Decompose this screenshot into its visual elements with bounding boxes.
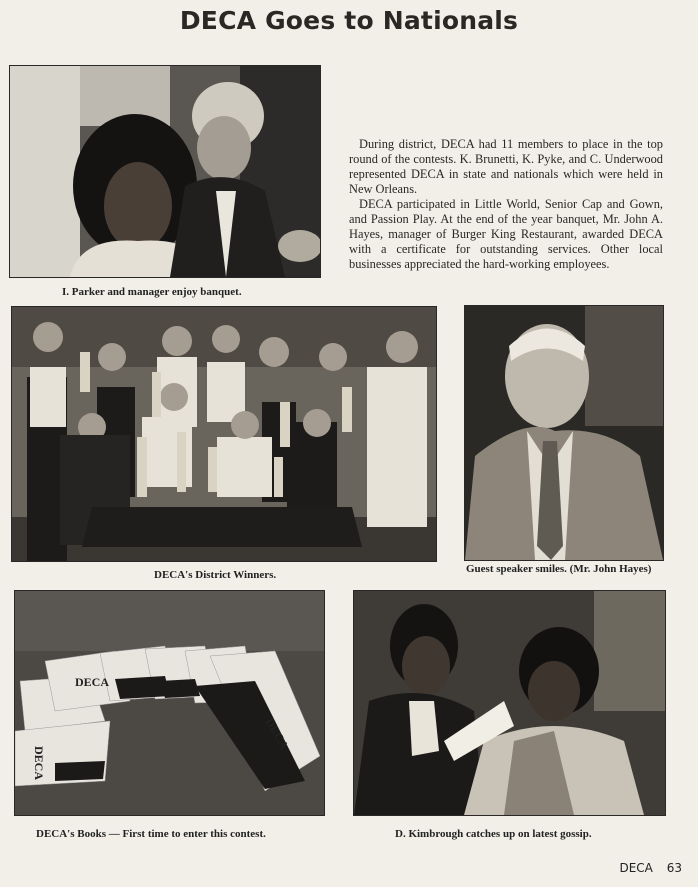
footer-section: DECA bbox=[619, 861, 653, 875]
banquet-photo bbox=[9, 65, 321, 278]
district-winners-caption: DECA's District Winners. bbox=[154, 569, 277, 581]
books-caption: DECA's Books — First time to enter this contest. bbox=[36, 828, 266, 840]
gossip-photo bbox=[353, 590, 666, 816]
book-label-3: DECA bbox=[32, 746, 46, 781]
page-folio bbox=[609, 861, 682, 875]
banquet-caption: I. Parker and manager enjoy banquet. bbox=[62, 286, 242, 298]
gossip-caption: D. Kimbrough catches up on latest gossip. bbox=[395, 828, 592, 840]
district-winners-photo bbox=[11, 306, 437, 562]
page-number: 63 bbox=[666, 861, 682, 875]
book-label-1: DECA bbox=[75, 675, 110, 689]
books-photo bbox=[14, 590, 325, 816]
article-paragraph-2: DECA participated in Little World, Senior Cap and Gown, and Passion Play. At the end of the year banquet, Mr. John A. Hayes, manager of Burger King Restaurant, awarded DECA with a certificate for outstanding services. Other local businesses appreciated the hard-working employees. bbox=[349, 197, 663, 271]
page-title: DECA Goes to Nationals bbox=[179, 6, 519, 35]
article-body bbox=[349, 137, 663, 272]
guest-speaker-photo bbox=[464, 305, 664, 561]
guest-speaker-caption: Guest speaker smiles. (Mr. John Hayes) bbox=[466, 563, 652, 575]
article-paragraph-1: During district, DECA had 11 members to place in the top round of the contests. K. Brunetti, K. Pyke, and C. Underwood represented DECA in state and nationals which were held in New Orleans. bbox=[349, 137, 663, 196]
book-label-2: DECA bbox=[262, 715, 292, 752]
